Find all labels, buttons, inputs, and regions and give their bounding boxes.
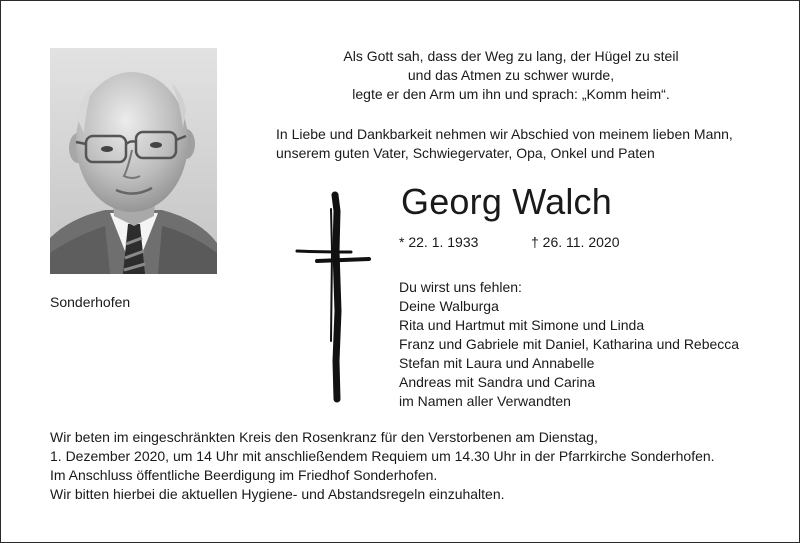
birth-date: * 22. 1. 1933	[399, 234, 479, 250]
portrait-photo	[50, 48, 217, 274]
mourners-line: Stefan mit Laura und Annabelle	[399, 355, 595, 371]
notice-line: Wir bitten hierbei die aktuellen Hygiene- und Abstandsregeln einzuhalten.	[50, 486, 505, 502]
cross-icon	[291, 191, 381, 403]
notice-line: Im Anschluss öffentliche Beerdigung im Friedhof Sonderhofen.	[50, 467, 438, 483]
service-notice	[50, 428, 715, 504]
verse-line: und das Atmen zu schwer wurde,	[407, 67, 615, 83]
verse-line: Als Gott sah, dass der Weg zu lang, der Hügel zu steil	[343, 48, 679, 64]
deceased-name: Georg Walch	[401, 181, 612, 222]
mourners-line: Franz und Gabriele mit Daniel, Katharina und Rebecca	[399, 336, 740, 352]
mourners-line: im Namen aller Verwandten	[399, 393, 571, 409]
mourners-line: Andreas mit Sandra und Carina	[399, 374, 596, 390]
hometown-label: Sonderhofen	[50, 294, 131, 310]
intro-line: In Liebe und Dankbarkeit nehmen wir Abschied von meinem lieben Mann,	[276, 126, 733, 142]
mourners-line: Rita und Hartmut mit Simone und Linda	[399, 317, 645, 333]
mourners-list	[399, 278, 739, 411]
notice-line: Wir beten im eingeschränkten Kreis den Rosenkranz für den Verstorbenen am Dienstag,	[50, 429, 598, 445]
farewell-intro	[276, 125, 733, 163]
intro-line: unserem guten Vater, Schwiegervater, Opa, Onkel und Paten	[276, 145, 655, 161]
death-date: † 26. 11. 2020	[531, 234, 620, 250]
life-dates	[399, 234, 620, 250]
mourners-line: Du wirst uns fehlen:	[399, 279, 522, 295]
mourners-line: Deine Walburga	[399, 298, 499, 314]
verse-line: legte er den Arm um ihn und sprach: „Komm heim“.	[352, 86, 670, 102]
memorial-verse	[261, 47, 761, 104]
notice-line: 1. Dezember 2020, um 14 Uhr mit anschließendem Requiem um 14.30 Uhr in der Pfarrkirche Sonderhofen.	[50, 448, 715, 464]
